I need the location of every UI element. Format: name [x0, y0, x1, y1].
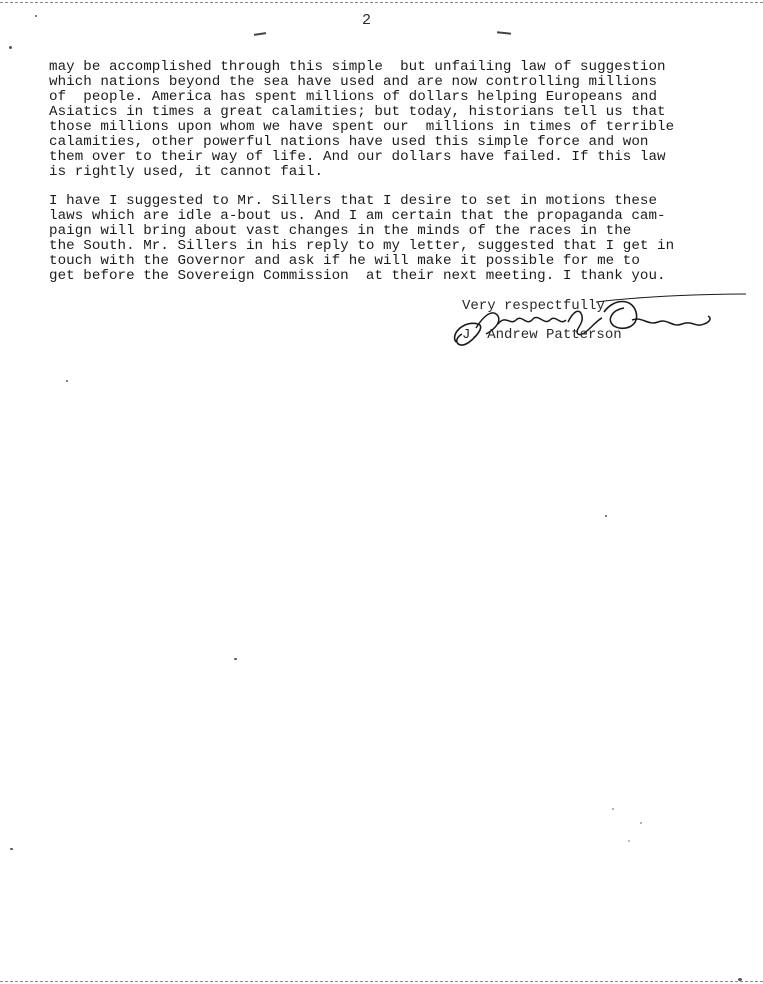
- text-line: paign will bring about vast changes in the minds of the races in the: [49, 223, 632, 239]
- page-number: 2: [362, 12, 372, 29]
- scan-speck: [628, 840, 630, 842]
- scan-speck: [35, 15, 37, 17]
- scan-speck: [612, 808, 614, 810]
- text-line: is rightly used, it cannot fail.: [49, 164, 324, 180]
- scan-speck: [234, 658, 237, 660]
- scan-mark: [254, 32, 266, 36]
- scan-speck: [10, 848, 13, 850]
- text-line: get before the Sovereign Commission at their next meeting. I thank you.: [49, 268, 666, 284]
- scan-mark: [497, 31, 511, 34]
- handwritten-signature: [446, 290, 746, 354]
- scan-edge-bottom: [0, 981, 763, 982]
- text-line: calamities, other powerful nations have used this simple force and won: [49, 134, 649, 150]
- signer-name: J. Andrew Patterson: [462, 327, 622, 343]
- text-line: those millions upon whom we have spent our millions in times of terrible: [49, 119, 675, 135]
- text-line: I have I suggested to Mr. Sillers that I desire to set in motions these: [49, 193, 658, 209]
- closing-salutation: Very respectfully: [462, 298, 605, 314]
- text-line: laws which are idle a-bout us. And I am certain that the propaganda cam-: [49, 208, 666, 224]
- text-line: of people. America has spent millions of dollars helping Europeans and: [49, 89, 658, 105]
- text-line: the South. Mr. Sillers in his reply to my letter, suggested that I get in: [49, 238, 675, 254]
- text-line: which nations beyond the sea have used and are now controlling millions: [49, 74, 658, 90]
- scan-speck: [9, 46, 12, 49]
- text-line: may be accomplished through this simple but unfailing law of suggestion: [49, 59, 666, 75]
- scan-speck: [640, 822, 642, 824]
- text-line: touch with the Governor and ask if he will make it possible for me to: [49, 253, 640, 269]
- scan-speck: [605, 515, 607, 517]
- text-line: them over to their way of life. And our dollars have failed. If this law: [49, 149, 666, 165]
- scan-edge-top: [0, 2, 763, 3]
- scan-speck: [66, 380, 68, 382]
- scan-speck: [738, 978, 742, 981]
- text-line: Asiatics in times a great calamities; but today, historians tell us that: [49, 104, 666, 120]
